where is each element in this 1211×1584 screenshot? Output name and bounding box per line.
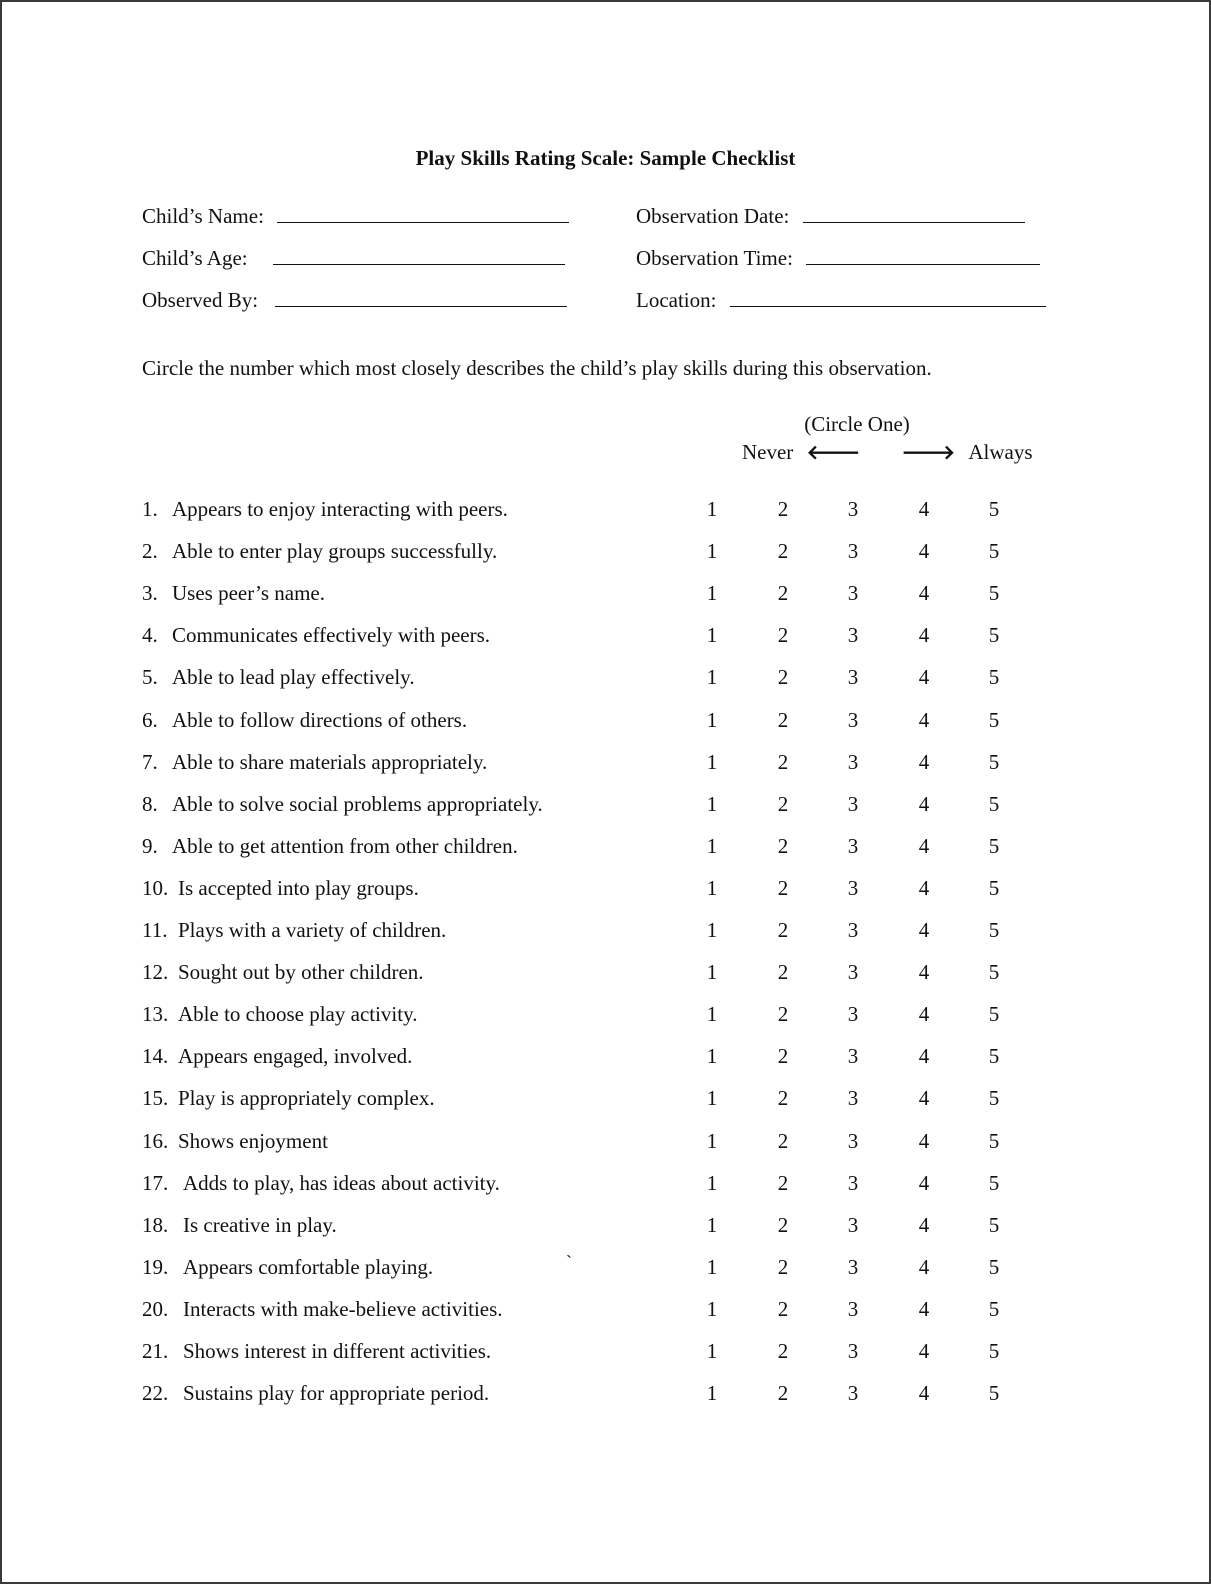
rating-option-4[interactable]: 4 <box>918 1002 930 1027</box>
item-text: Appears comfortable playing. <box>183 1254 434 1279</box>
rating-item-row <box>142 620 1042 650</box>
rating-option-3[interactable]: 3 <box>847 1254 859 1279</box>
rating-option-5[interactable]: 5 <box>988 1339 1000 1363</box>
observation-time-field <box>636 246 1040 270</box>
circle-one-label: (Circle One) <box>804 412 910 436</box>
item-text: Shows interest in different activities. <box>183 1339 492 1363</box>
rating-option-1[interactable]: 1 <box>706 1339 718 1363</box>
rating-option-1[interactable]: 1 <box>706 1381 718 1406</box>
item-number: 19. <box>142 1254 169 1279</box>
item-text: Adds to play, has ideas about activity. <box>183 1170 500 1195</box>
childs-age-label: Child’s Age: <box>142 246 248 270</box>
item-text: Able to get attention from other children. <box>172 833 518 858</box>
item-number: 1. <box>142 497 158 521</box>
item-number: 17. <box>142 1170 169 1195</box>
item-text: Is creative in play. <box>183 1212 337 1237</box>
rating-option-3[interactable]: 3 <box>847 539 859 564</box>
rating-option-4[interactable]: 4 <box>918 665 930 690</box>
rating-option-5[interactable]: 5 <box>988 1170 1000 1195</box>
rating-option-2[interactable]: 2 <box>777 833 789 858</box>
rating-option-3[interactable]: 3 <box>847 1339 859 1363</box>
rating-option-3[interactable]: 3 <box>847 960 859 985</box>
scale-legend <box>742 440 1033 465</box>
rating-option-1[interactable]: 1 <box>706 1296 718 1321</box>
rating-option-5[interactable]: 5 <box>988 1254 1000 1279</box>
item-number: 2. <box>142 539 158 564</box>
rating-option-3[interactable]: 3 <box>847 707 859 732</box>
observed-by-blank[interactable] <box>275 305 567 307</box>
rating-option-4[interactable]: 4 <box>918 1339 930 1363</box>
rating-option-2[interactable]: 2 <box>777 1044 789 1069</box>
rating-option-2[interactable]: 2 <box>777 1254 789 1279</box>
rating-option-5[interactable]: 5 <box>988 960 1000 985</box>
rating-option-5[interactable]: 5 <box>988 1128 1000 1153</box>
rating-option-2[interactable]: 2 <box>777 791 789 816</box>
rating-option-1[interactable]: 1 <box>706 581 718 606</box>
item-text: Sustains play for appropriate period. <box>183 1381 490 1406</box>
item-number: 18. <box>142 1212 169 1237</box>
rating-option-2[interactable]: 2 <box>777 1086 789 1111</box>
rating-option-3[interactable]: 3 <box>847 1381 859 1406</box>
rating-option-2[interactable]: 2 <box>777 1381 789 1406</box>
rating-option-2[interactable]: 2 <box>777 1002 789 1027</box>
item-text: Shows enjoyment <box>178 1128 328 1153</box>
item-number: 10. <box>142 875 169 900</box>
rating-option-1[interactable]: 1 <box>706 791 718 816</box>
rating-item-row <box>142 578 1042 608</box>
rating-item-row <box>142 957 1042 987</box>
location-label: Location: <box>636 288 717 312</box>
rating-item-row <box>142 1336 1042 1366</box>
rating-option-1[interactable]: 1 <box>706 833 718 858</box>
rating-option-4[interactable]: 4 <box>918 1044 930 1069</box>
rating-option-5[interactable]: 5 <box>988 665 1000 690</box>
rating-option-3[interactable]: 3 <box>847 497 859 521</box>
rating-item-row <box>142 705 1042 735</box>
item-number: 6. <box>142 707 158 732</box>
rating-option-5[interactable]: 5 <box>988 1212 1000 1237</box>
location-blank[interactable] <box>730 305 1046 307</box>
rating-option-1[interactable]: 1 <box>706 1254 718 1279</box>
rating-option-1[interactable]: 1 <box>706 707 718 732</box>
rating-option-2[interactable]: 2 <box>777 749 789 774</box>
item-number: 11. <box>142 918 168 942</box>
location-field <box>636 288 1046 312</box>
childs-age-field <box>142 246 565 270</box>
rating-option-5[interactable]: 5 <box>988 581 1000 606</box>
item-text: Able to follow directions of others. <box>172 707 468 732</box>
item-text: Able to solve social problems appropriately. <box>172 791 543 816</box>
rating-option-1[interactable]: 1 <box>706 623 718 648</box>
rating-option-4[interactable]: 4 <box>918 833 930 858</box>
rating-option-2[interactable]: 2 <box>777 875 789 900</box>
rating-option-2[interactable]: 2 <box>777 1339 789 1363</box>
rating-option-3[interactable]: 3 <box>847 623 859 648</box>
rating-option-2[interactable]: 2 <box>777 665 789 690</box>
item-number: 21. <box>142 1339 169 1363</box>
rating-option-3[interactable]: 3 <box>847 749 859 774</box>
item-number: 8. <box>142 791 158 816</box>
observation-time-label: Observation Time: <box>636 246 793 270</box>
rating-option-2[interactable]: 2 <box>777 581 789 606</box>
rating-option-3[interactable]: 3 <box>847 918 859 942</box>
item-number: 14. <box>142 1044 169 1069</box>
item-text: Is accepted into play groups. <box>178 875 419 900</box>
rating-option-3[interactable]: 3 <box>847 1044 859 1069</box>
rating-option-1[interactable]: 1 <box>706 497 718 521</box>
rating-option-2[interactable]: 2 <box>777 1296 789 1321</box>
rating-option-1[interactable]: 1 <box>706 1086 718 1111</box>
childs-name-blank[interactable] <box>277 221 569 223</box>
rating-option-3[interactable]: 3 <box>847 665 859 690</box>
rating-option-4[interactable]: 4 <box>918 581 930 606</box>
rating-option-3[interactable]: 3 <box>847 833 859 858</box>
rating-option-1[interactable]: 1 <box>706 1044 718 1069</box>
item-text: Able to choose play activity. <box>178 1002 418 1027</box>
rating-item-row <box>142 662 1042 692</box>
item-text: Sought out by other children. <box>178 960 424 985</box>
rating-option-5[interactable]: 5 <box>988 1044 1000 1069</box>
rating-option-1[interactable]: 1 <box>706 665 718 690</box>
rating-option-2[interactable]: 2 <box>777 1170 789 1195</box>
rating-option-3[interactable]: 3 <box>847 791 859 816</box>
rating-option-1[interactable]: 1 <box>706 960 718 985</box>
rating-item-row <box>142 1126 1042 1156</box>
rating-item-row <box>142 1041 1042 1071</box>
rating-option-1[interactable]: 1 <box>706 1170 718 1195</box>
item-number: 9. <box>142 833 158 858</box>
observation-date-field <box>636 204 1025 228</box>
rating-option-2[interactable]: 2 <box>777 918 789 942</box>
rating-option-5[interactable]: 5 <box>988 791 1000 816</box>
rating-item-row <box>142 1378 1042 1408</box>
instructions-text: Circle the number which most closely describes the child’s play skills during this observation. <box>142 356 932 380</box>
rating-item-row <box>142 747 1042 777</box>
observed-by-field <box>142 288 567 312</box>
item-number: 4. <box>142 623 158 648</box>
rating-option-1[interactable]: 1 <box>706 918 718 942</box>
rating-option-5[interactable]: 5 <box>988 1086 1000 1111</box>
rating-option-4[interactable]: 4 <box>918 623 930 648</box>
rating-option-1[interactable]: 1 <box>706 875 718 900</box>
rating-option-5[interactable]: 5 <box>988 1296 1000 1321</box>
rating-option-5[interactable]: 5 <box>988 1002 1000 1027</box>
observation-date-label: Observation Date: <box>636 204 790 228</box>
rating-item-row <box>142 536 1042 566</box>
rating-option-1[interactable]: 1 <box>706 539 718 564</box>
rating-option-3[interactable]: 3 <box>847 581 859 606</box>
rating-option-4[interactable]: 4 <box>918 1128 930 1153</box>
item-text: Communicates effectively with peers. <box>172 623 491 648</box>
rating-item-row <box>142 1168 1042 1198</box>
item-number: 13. <box>142 1002 169 1027</box>
left-arrow-icon: 🡐 <box>806 440 861 464</box>
rating-item-row <box>142 999 1042 1029</box>
item-text: Uses peer’s name. <box>172 581 325 606</box>
rating-option-4[interactable]: 4 <box>918 497 930 521</box>
rating-option-4[interactable]: 4 <box>918 960 930 985</box>
rating-option-4[interactable]: 4 <box>918 875 930 900</box>
rating-option-4[interactable]: 4 <box>918 918 930 942</box>
rating-option-4[interactable]: 4 <box>918 1296 930 1321</box>
rating-option-3[interactable]: 3 <box>847 1002 859 1027</box>
rating-item-row <box>142 1083 1042 1113</box>
rating-option-5[interactable]: 5 <box>988 875 1000 900</box>
rating-option-4[interactable]: 4 <box>918 1170 930 1195</box>
observation-time-blank[interactable] <box>806 263 1040 265</box>
rating-option-3[interactable]: 3 <box>847 1086 859 1111</box>
rating-option-3[interactable]: 3 <box>847 1296 859 1321</box>
rating-item-row <box>142 1294 1042 1324</box>
rating-option-1[interactable]: 1 <box>706 749 718 774</box>
rating-option-1[interactable]: 1 <box>706 1212 718 1237</box>
item-number: 16. <box>142 1128 169 1153</box>
rating-option-2[interactable]: 2 <box>777 539 789 564</box>
right-arrow-icon: 🡒 <box>901 440 956 464</box>
item-number: 20. <box>142 1296 169 1321</box>
rating-option-5[interactable]: 5 <box>988 497 1000 521</box>
observation-date-blank[interactable] <box>803 221 1025 223</box>
rating-option-4[interactable]: 4 <box>918 1212 930 1237</box>
rating-option-3[interactable]: 3 <box>847 1212 859 1237</box>
item-text: Able to share materials appropriately. <box>172 749 488 774</box>
always-label: Always <box>968 440 1033 464</box>
rating-option-1[interactable]: 1 <box>706 1128 718 1153</box>
rating-item-row <box>142 1210 1042 1240</box>
rating-option-5[interactable]: 5 <box>988 833 1000 858</box>
rating-option-4[interactable]: 4 <box>918 1086 930 1111</box>
rating-option-4[interactable]: 4 <box>918 1381 930 1406</box>
rating-item-row <box>142 789 1042 819</box>
item-number: 7. <box>142 749 158 774</box>
item-number: 5. <box>142 665 158 690</box>
rating-option-5[interactable]: 5 <box>988 1381 1000 1406</box>
rating-option-4[interactable]: 4 <box>918 707 930 732</box>
item-text: Able to lead play effectively. <box>172 665 415 690</box>
observed-by-label: Observed By: <box>142 288 259 312</box>
rating-option-2[interactable]: 2 <box>777 497 789 521</box>
rating-item-row <box>142 915 1042 945</box>
stray-mark: ` <box>566 1252 572 1272</box>
rating-option-5[interactable]: 5 <box>988 623 1000 648</box>
rating-option-4[interactable]: 4 <box>918 791 930 816</box>
rating-option-4[interactable]: 4 <box>918 1254 930 1279</box>
rating-option-1[interactable]: 1 <box>706 1002 718 1027</box>
item-text: Interacts with make-believe activities. <box>183 1296 503 1321</box>
rating-option-2[interactable]: 2 <box>777 623 789 648</box>
page-title: Play Skills Rating Scale: Sample Checklist <box>415 146 796 170</box>
item-number: 22. <box>142 1381 169 1406</box>
rating-option-3[interactable]: 3 <box>847 875 859 900</box>
rating-option-4[interactable]: 4 <box>918 539 930 564</box>
item-text: Able to enter play groups successfully. <box>172 539 498 564</box>
rating-item-row <box>142 494 1042 524</box>
item-text: Appears to enjoy interacting with peers. <box>172 497 508 521</box>
childs-age-blank[interactable] <box>273 263 565 265</box>
childs-name-label: Child’s Name: <box>142 204 264 228</box>
item-text: Play is appropriately complex. <box>178 1086 435 1111</box>
item-text: Plays with a variety of children. <box>178 918 447 942</box>
item-number: 12. <box>142 960 169 985</box>
item-number: 15. <box>142 1086 169 1111</box>
rating-option-5[interactable]: 5 <box>988 539 1000 564</box>
rating-option-2[interactable]: 2 <box>777 707 789 732</box>
rating-option-2[interactable]: 2 <box>777 1212 789 1237</box>
rating-option-5[interactable]: 5 <box>988 749 1000 774</box>
item-text: Appears engaged, involved. <box>178 1044 413 1069</box>
rating-option-5[interactable]: 5 <box>988 707 1000 732</box>
rating-option-2[interactable]: 2 <box>777 1128 789 1153</box>
never-label: Never <box>742 440 794 464</box>
rating-option-3[interactable]: 3 <box>847 1170 859 1195</box>
rating-option-5[interactable]: 5 <box>988 918 1000 942</box>
rating-item-row <box>142 831 1042 861</box>
rating-option-2[interactable]: 2 <box>777 960 789 985</box>
rating-option-3[interactable]: 3 <box>847 1128 859 1153</box>
childs-name-field <box>142 204 569 228</box>
rating-option-4[interactable]: 4 <box>918 749 930 774</box>
rating-item-row <box>142 873 1042 903</box>
rating-item-row <box>142 1252 1042 1282</box>
item-number: 3. <box>142 581 158 606</box>
